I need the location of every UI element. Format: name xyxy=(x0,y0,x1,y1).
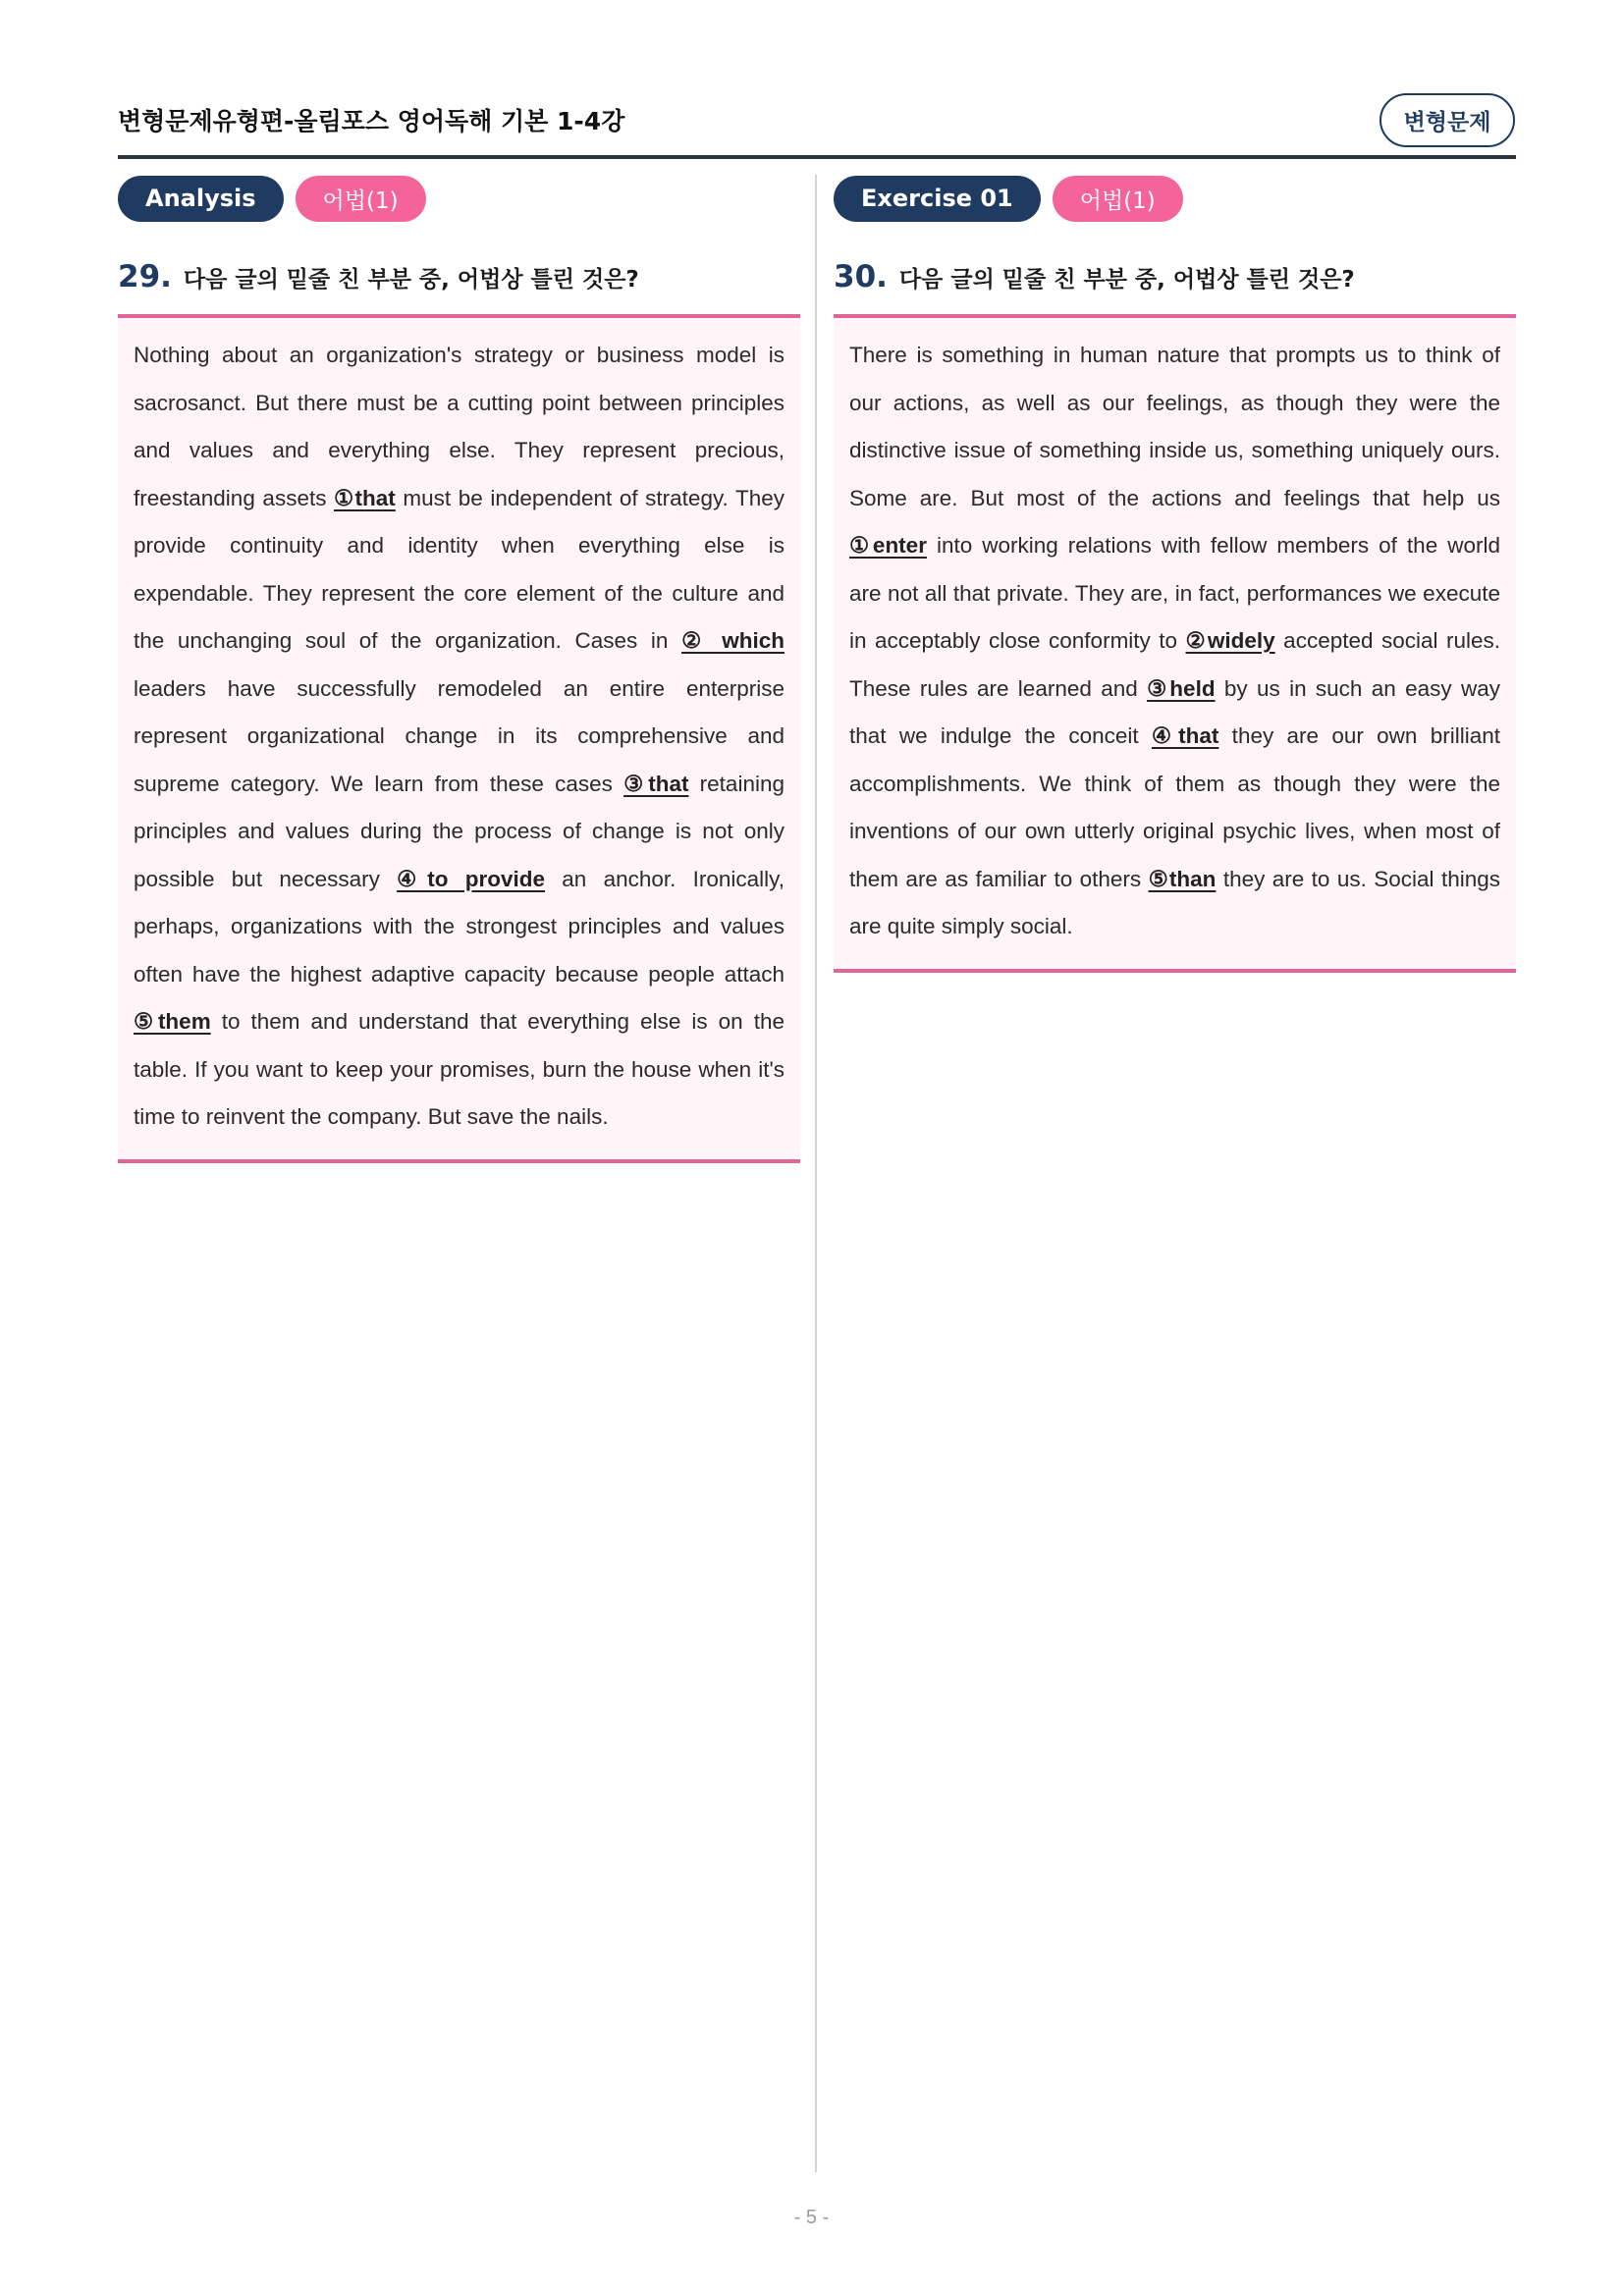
grammar-tag: 어법(1) xyxy=(1053,176,1183,222)
underlined-option: ③that xyxy=(623,771,689,796)
document-title: 변형문제유형편-올림포스 영어독해 기본 1-4강 xyxy=(118,107,625,135)
exercise-tag: Exercise 01 xyxy=(834,176,1041,222)
passage-box xyxy=(834,314,1516,973)
right-tags xyxy=(834,175,1516,222)
left-column xyxy=(118,175,800,1163)
passage-text: must be independent of strategy. They provide continuity and identity when everything else is expendable. They represent the core element of the culture and the unchanging soul of the organization. Cases in xyxy=(134,485,784,653)
category-badge: 변형문제 xyxy=(1380,93,1515,147)
passage-text: Nothing about an organization's strategy or business model is sacrosanct. But there must be a cutting point between principles and values and everything else. They represent precious, freestanding assets xyxy=(134,343,784,510)
passage-text: retaining principles and values during the process of change is not only possible but necessary xyxy=(134,771,784,891)
underlined-option: ④to provide xyxy=(397,866,546,891)
question-text: 다음 글의 밑줄 친 부분 중, 어법상 틀린 것은? xyxy=(183,267,639,293)
page-number: - 5 - xyxy=(793,2207,830,2228)
passage-text: to them and understand that everything else is on the table. If you want to keep your promises, burn the house when it's time to reinvent the company. But save the nails. xyxy=(134,1009,784,1129)
underlined-option: ⑤them xyxy=(134,1009,211,1034)
analysis-tag: Analysis xyxy=(118,176,284,222)
question-number: 29. xyxy=(118,259,172,294)
passage-text: leaders have successfully remodeled an entire enterprise represent organizational change in its comprehensive and supreme category. We learn from these cases xyxy=(134,675,784,796)
grammar-tag: 어법(1) xyxy=(296,176,426,222)
question-30 xyxy=(834,259,1516,298)
right-column xyxy=(834,175,1516,973)
passage-30 xyxy=(849,332,1500,951)
left-tags xyxy=(118,175,800,222)
passage-text: an anchor. Ironically, perhaps, organizations with the strongest principles and values often have the highest adaptive capacity because people attach xyxy=(134,866,784,987)
passage-text: they are to us. Social things are quite simply social. xyxy=(849,866,1501,938)
header-divider xyxy=(118,155,1516,159)
passage-text: they are our own brilliant accomplishments. We think of them as though they were the inventions of our own utterly original psychic lives, when most of them are as familiar to others xyxy=(849,723,1500,891)
passage-29 xyxy=(134,332,784,1142)
underlined-option: ④that xyxy=(1151,723,1219,748)
passage-text: There is something in human nature that prompts us to think of our actions, as well as our feelings, as though they were the distinctive issue of something inside us, something uniquely ours. Some are. But most of the actions and feelings that help us xyxy=(849,343,1500,510)
question-text: 다음 글의 밑줄 친 부분 중, 어법상 틀린 것은? xyxy=(898,267,1355,293)
passage-box xyxy=(118,314,800,1163)
column-divider xyxy=(815,175,817,2172)
underlined-option: ⑤than xyxy=(1148,866,1217,891)
passage-text: into working relations with fellow members of the world are not all that private. They are, in fact, performances we execute in acceptably close conformity to xyxy=(849,533,1500,653)
passage-text: by us in such an easy way that we indulge the conceit xyxy=(849,675,1500,748)
question-number: 30. xyxy=(834,259,888,294)
underlined-option: ①enter xyxy=(849,533,927,558)
underlined-option: ①that xyxy=(334,485,396,510)
passage-text: accepted social rules. These rules are learned and xyxy=(849,628,1500,701)
underlined-option: ② which xyxy=(681,628,784,653)
underlined-option: ②widely xyxy=(1185,628,1275,653)
question-29 xyxy=(118,259,800,298)
underlined-option: ③held xyxy=(1147,675,1216,701)
